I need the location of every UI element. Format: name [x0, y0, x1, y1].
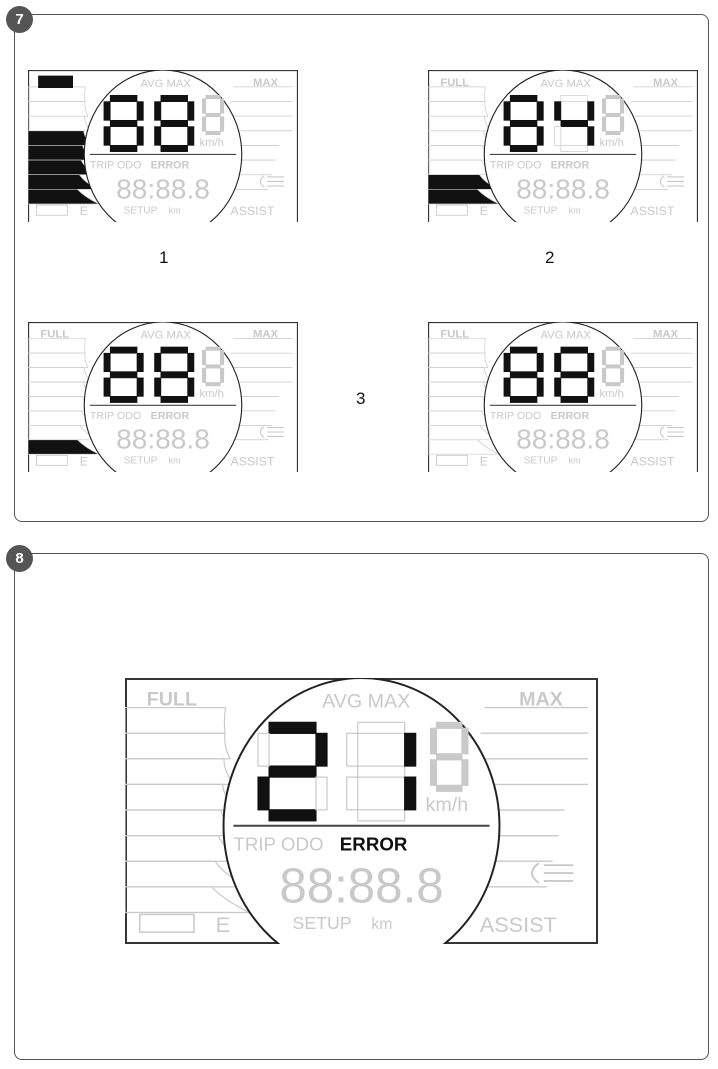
error-label: ERROR	[339, 833, 408, 855]
battery-bar	[428, 339, 485, 353]
battery-bar	[428, 87, 485, 102]
lcd-group	[428, 322, 698, 472]
headlight-icon	[532, 863, 573, 883]
e-label: E	[479, 204, 489, 219]
lcd-svg	[125, 678, 598, 944]
odometer-readout: 88:88.8	[279, 858, 444, 914]
km-label: km	[568, 205, 581, 216]
full-label: FULL	[40, 328, 70, 341]
full-label: FULL	[440, 76, 470, 89]
avg-max-label: AVG MAX	[140, 329, 191, 342]
battery-icon	[36, 455, 67, 465]
battery-bar	[428, 131, 493, 146]
trip-odo-label: TRIP ODO	[489, 410, 542, 423]
battery-bar	[28, 102, 88, 117]
figure-label-2: 2	[545, 248, 555, 267]
max-label: MAX	[519, 688, 563, 711]
trip-odo-label: TRIP ODO	[489, 159, 542, 172]
battery-bar	[28, 382, 93, 396]
error-label: ERROR	[550, 410, 590, 423]
e-label: E	[479, 454, 489, 469]
lcd-display-1	[28, 70, 298, 222]
battery-bar	[28, 440, 99, 454]
setup-label: SETUP	[123, 205, 158, 217]
battery-icon	[36, 205, 67, 215]
setup-label: SETUP	[523, 455, 558, 467]
battery-bar	[28, 339, 85, 353]
battery-bar	[28, 189, 99, 204]
trip-odo-label: TRIP ODO	[233, 833, 324, 855]
full-label: FULL	[440, 328, 470, 341]
odometer-readout: 88:88.8	[516, 173, 610, 205]
battery-bar	[428, 440, 499, 454]
assist-label: ASSIST	[630, 454, 675, 469]
battery-icon	[140, 914, 194, 932]
figure-label-3: 3	[356, 389, 366, 408]
km-label: km	[168, 205, 181, 216]
battery-bar	[428, 382, 493, 396]
unit-label: km/h	[199, 388, 224, 400]
assist-label: ASSIST	[630, 204, 675, 219]
odometer-readout: 88:88.8	[516, 423, 610, 455]
full-label: FULL	[146, 688, 197, 711]
max-label: MAX	[653, 328, 678, 341]
max-label: MAX	[253, 76, 278, 89]
battery-bar	[28, 116, 90, 131]
lcd-display-2	[428, 70, 698, 222]
setup-label: SETUP	[292, 913, 352, 934]
battery-bar	[125, 887, 249, 913]
avg-max-label: AVG MAX	[540, 329, 591, 342]
battery-bar	[428, 189, 499, 204]
lcd-group	[125, 678, 597, 944]
km-label: km	[371, 916, 393, 934]
max-label: MAX	[253, 328, 278, 341]
error-label: ERROR	[150, 410, 190, 423]
km-label: km	[168, 455, 181, 466]
odometer-readout: 88:88.8	[116, 173, 210, 205]
headlight-icon	[660, 176, 684, 187]
lcd-svg	[28, 322, 298, 472]
lcd-group	[428, 70, 698, 222]
battery-icon	[436, 455, 467, 465]
battery-bar	[428, 116, 490, 131]
lcd-display-4	[428, 322, 698, 472]
odometer-readout: 88:88.8	[116, 423, 210, 455]
max-label: MAX	[653, 76, 678, 89]
assist-label: ASSIST	[230, 204, 275, 219]
battery-bar	[428, 368, 490, 382]
full-label-bg	[38, 76, 73, 88]
battery-bar	[125, 708, 225, 734]
assist-label: ASSIST	[230, 454, 275, 469]
battery-bar	[125, 759, 234, 785]
figure-label-1: 1	[159, 248, 169, 267]
lcd-group	[28, 70, 298, 222]
trip-odo-label: TRIP ODO	[89, 410, 142, 423]
error-label: ERROR	[550, 159, 590, 172]
section-7-badge: 7	[6, 6, 33, 33]
km-label: km	[568, 455, 581, 466]
battery-bar	[28, 87, 85, 102]
battery-bar	[125, 784, 238, 810]
e-label: E	[215, 912, 231, 938]
trip-odo-label: TRIP ODO	[89, 159, 142, 172]
section-8-badge: 8	[6, 545, 33, 572]
setup-label: SETUP	[523, 205, 558, 217]
lcd-group	[28, 322, 298, 472]
unit-label: km/h	[599, 388, 624, 400]
avg-max-label: AVG MAX	[140, 77, 191, 90]
battery-bar	[28, 353, 88, 367]
headlight-icon	[260, 426, 284, 437]
error-label: ERROR	[150, 159, 190, 172]
headlight-icon	[260, 176, 284, 187]
battery-bar	[428, 353, 488, 367]
lcd-svg	[428, 322, 698, 472]
e-label: E	[79, 204, 89, 219]
lcd-display-error	[125, 678, 598, 944]
avg-max-label: AVG MAX	[540, 77, 591, 90]
avg-max-label: AVG MAX	[322, 690, 411, 713]
battery-bar	[125, 733, 230, 759]
battery-bar	[28, 131, 93, 146]
unit-label: km/h	[425, 794, 469, 816]
battery-bar	[28, 368, 90, 382]
battery-bar	[428, 102, 488, 117]
headlight-icon	[660, 426, 684, 437]
lcd-display-3	[28, 322, 298, 472]
battery-icon	[436, 205, 467, 215]
assist-label: ASSIST	[479, 912, 557, 938]
lcd-svg	[428, 70, 698, 222]
setup-label: SETUP	[123, 455, 158, 467]
e-label: E	[79, 454, 89, 469]
unit-label: km/h	[599, 136, 624, 150]
unit-label: km/h	[199, 136, 224, 150]
lcd-svg	[28, 70, 298, 222]
